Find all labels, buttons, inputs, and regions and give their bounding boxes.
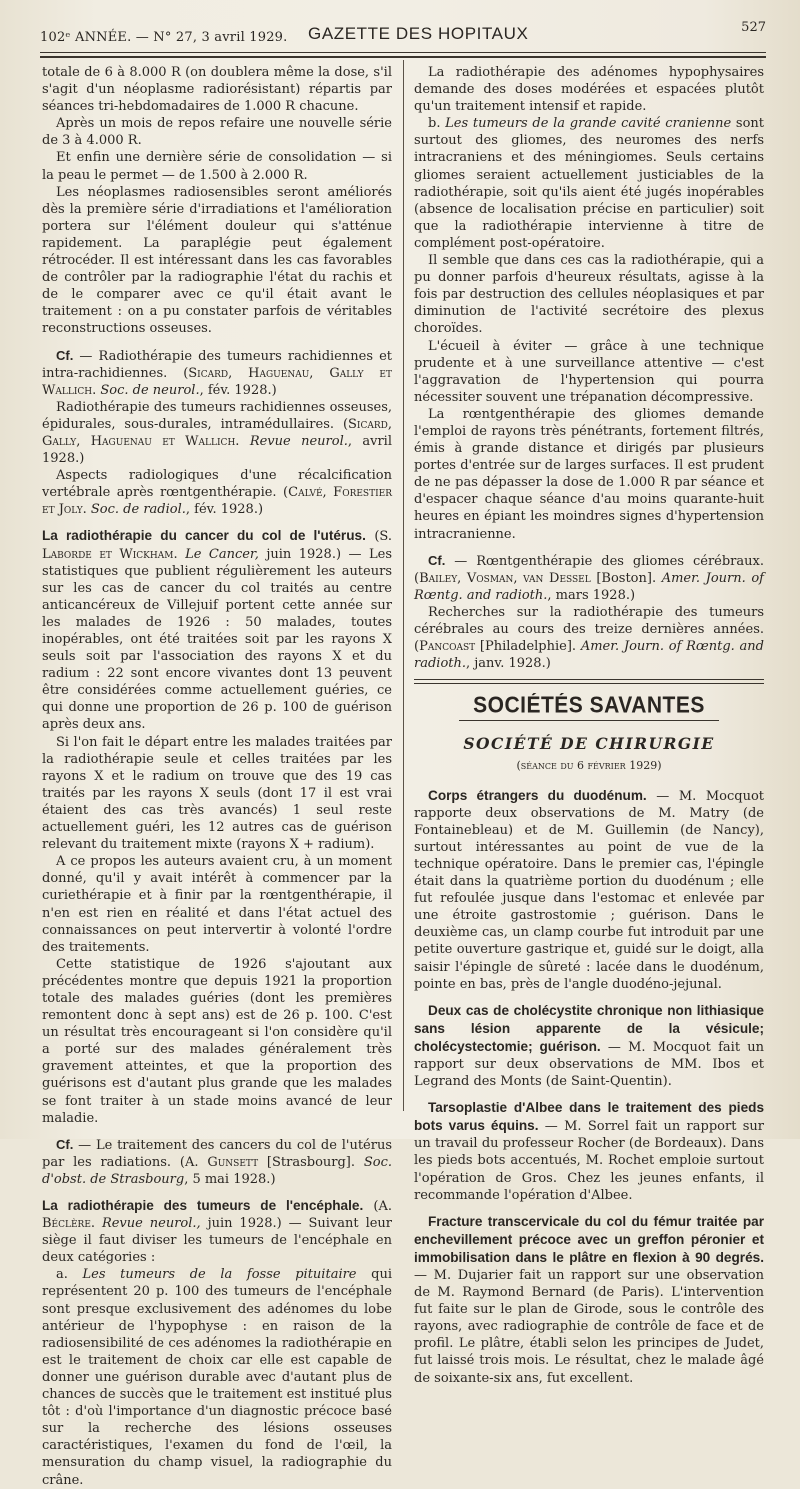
paragraph: Si l'on fait le départ entre les malades traitées par la radiothérapie seule et celles traitées par les rayons X et le radium on trouve que des 19 cas traités par les rayons X seuls (dont 17 il est vrai étaient des cas très avancés) 1 seul reste actuellement guéri, les 12 autres cas de guérison relevant du traitement mixte (rayons X + radium). <box>42 734 392 853</box>
report-item <box>414 787 764 993</box>
article-uterus <box>42 527 392 733</box>
paragraph: totale de 6 à 8.000 R (on doublera même la dose, s'il s'agit d'un néoplasme radiorésistant) répartis par séances tri-hebdomadaires de 1.000 R chacune. <box>42 65 392 115</box>
paragraph <box>414 115 764 252</box>
section-title: SOCIÉTÉS SAVANTES <box>473 693 705 719</box>
reference: Cf. — Radiothérapie des tumeurs rachidiennes et intra-rachidiennes. (Sicard, Haguenau, Gally et Wallich. Soc. de neurol., fév. 1928.) <box>42 347 392 398</box>
paragraph: Après un mois de repos refaire une nouvelle série de 3 à 4.000 R. <box>42 116 392 149</box>
column-divider <box>403 60 404 1111</box>
reference-date: , fév. 1928.) <box>185 502 264 518</box>
paragraph: La radiothérapie des adénomes hypophysaires demande des doses modérées et espacées plutôt qu'un traitement intensif et rapide. <box>414 65 764 115</box>
paragraph: Et enfin une dernière série de consolidation — si la peau le permet — de 1.500 à 2.000 R. <box>42 150 392 183</box>
reference <box>414 552 764 604</box>
reference-text: Recherches sur la radiothérapie des tumeurs cérébrales au cours des treize dernières années. ( <box>414 604 764 655</box>
article-encephale <box>42 1197 392 1266</box>
reference-date: , 5 mai 1928.) <box>184 1171 276 1187</box>
article-authors: (S. Laborde et Wickham. <box>42 529 393 562</box>
article-authors: (A. Béclère. <box>42 1199 392 1232</box>
issue-info: 102ᵉ ANNÉE. — N° 27, 3 avril 1929. <box>40 30 288 45</box>
item-text: — M. Mocquot fait un rapport sur deux observations de MM. Ibos et Legrand des Monts (de Saint-Quentin). <box>414 1039 764 1090</box>
list-title: Les tumeurs de la grande cavité cranienne <box>445 116 732 132</box>
paragraph: La rœntgenthérapie des gliomes demande l'emploi de rayons très pénétrants, fortement filtrés, émis à grande distance et dirigés par plusieurs portes d'entrée sur de larges surfaces. Il est prudent de ne pas dépasser la dose de 1.000 R par séance et d'espacer chaque séance d'au moins quarante-huit heures en épiant les moindres signes d'hypertension intracranienne. <box>414 406 764 542</box>
reference-authors: Calvé, Forestier et Joly <box>42 485 392 518</box>
reference-source: Amer. Journ. of Rœntg. and radioth. <box>414 639 765 672</box>
journal-title: GAZETTE DES HOPITAUX <box>308 24 529 43</box>
reference-text: — Rœntgenthérapie des gliomes cérébraux. ( <box>414 553 764 586</box>
header-rule-thick <box>40 56 766 58</box>
cf-label: Cf. <box>56 1136 74 1152</box>
report-item <box>414 1002 764 1090</box>
paragraph: A ce propos les auteurs avaient cru, à un moment donné, qu'il y avait intérêt à commencer par la curiethérapie et à finir par la rœntgenthérapie, il n'en est rien en réalité et dans l'état actuel des connaissances on peut intervertir à volonté l'ordre des traitements. <box>42 854 392 955</box>
section-title-rule <box>459 720 719 721</box>
paragraph: L'écueil à éviter — grâce à une technique prudente et à une surveillance attentive — c'est l'aggravation de l'hypertension qui pourra nécessiter souvent une trépanation décompressive. <box>414 338 764 405</box>
reference-source: Amer. Journ. of Rœntg. and radioth. <box>414 570 764 603</box>
left-column <box>42 64 392 1489</box>
reference <box>414 604 764 672</box>
running-header <box>40 20 766 50</box>
article-source: Le Cancer, <box>177 546 259 562</box>
article-text: juin 1928.) — Suivant leur siège il faut diviser les tumeurs de l'encéphale en deux catégories : <box>42 1216 393 1266</box>
reference <box>42 1136 392 1188</box>
reference-text: — Le traitement des cancers du col de l'utérus par les radiations. (A. <box>42 1137 392 1170</box>
article-title: La radiothérapie des tumeurs de l'encéphale. <box>42 1198 364 1213</box>
society-title: SOCIÉTÉ DE CHIRURGIE <box>463 734 715 754</box>
list-label: a. <box>56 1267 83 1283</box>
paragraph <box>42 1266 392 1488</box>
reference-date: , janv. 1928.) <box>466 656 551 672</box>
reference-text: — Radiothérapie des tumeurs rachidiennes et intra-rachidiennes. ( <box>42 348 392 381</box>
reference-source: Soc. de radiol. <box>90 502 186 518</box>
item-title: Fracture transcervicale du col du fémur traitée par enchevillement précoce avec un greffon péronier et immobilisation dans le plâtre en flexion à 90 degrés. <box>414 1213 764 1265</box>
reference: Aspects radiologiques d'une récalcification vertébrale après rœntgenthérapie. (Calvé, Forestier et Joly. Soc. de radiol., fév. 1928.) <box>42 468 392 518</box>
report-item <box>414 1213 764 1387</box>
reference-authors: Sicard, Gally, Haguenau et Wallich <box>42 416 392 449</box>
reference-date: , avril 1928.) <box>42 433 392 467</box>
reference-place: [Strasbourg]. <box>258 1154 364 1170</box>
section-double-rule <box>414 679 764 684</box>
reference-text: Aspects radiologiques d'une récalcification vertébrale après rœntgenthérapie. ( <box>42 468 392 501</box>
article-title: La radiothérapie du cancer du col de l'utérus. <box>42 528 366 544</box>
item-title: Corps étrangers du duodénum. <box>428 787 647 803</box>
reference-date: , mars 1928.) <box>547 587 636 603</box>
article-source: Revue neurol., <box>95 1216 201 1232</box>
right-column <box>414 64 764 1387</box>
reference-authors: Gunsett <box>207 1154 259 1170</box>
cf-label: Cf. <box>428 552 446 568</box>
reference-date: , fév. 1928.) <box>199 382 277 398</box>
list-title: Les tumeurs de la fosse pituitaire <box>82 1267 357 1283</box>
session-date: (séance du 6 février 1929) <box>516 759 662 773</box>
page-number: 527 <box>741 20 766 35</box>
reference-source: Revue neurol. <box>249 433 348 449</box>
article-text: juin 1928.) — Les statistiques que publient régulièrement les auteurs sur les cas de cancer du col traités au centre anticancéreux de Villejuif portent cette année sur les malades de 1926 : 50 malades, toutes inopérables, ont été traitées soit par les rayons X seuls soit par l'association des rayons X et du radium : 22 sont encore vivantes dont 13 peuvent être considérées comme actuellement guéries, ce qui donne une proportion de 26 p. 100 de guérison après deux ans. <box>42 546 392 733</box>
item-text: — M. Dujarier fait un rapport sur une observation de M. Raymond Bernard (de Paris). L'intervention fut faite sur le plan de Girode, sous le contrôle des rayons, avec radiographie de contrôle de face et de profil. Le plâtre, établi selon les principes de Judet, fut laissé trois mois. Le résultat, chez le malade âgé de soixante-six ans, fut excellent. <box>414 1268 764 1386</box>
paragraph: Les néoplasmes radiosensibles seront améliorés dès la première série d'irradiations et l'amélioration portera sur l'élément douleur qui s'atténue rapidement. La paraplégie peut également rétrocéder. Il est intéressant dans les cas favorables de contrôler par la radiographie l'état du rachis et de le comparer avec ce qu'il était avant le traitement : on a pu constater parfois de véritables reconstructions osseuses. <box>42 184 392 337</box>
reference-source: Soc. d'obst. de Strasbourg <box>42 1154 392 1187</box>
list-text: qui représentent 20 p. 100 des tumeurs de l'encéphale sont presque exclusivement des adénomes du lobe antérieur de l'hypophyse : en raison de la radiosensibilité de ces adénomes la radiothérapie en est le traitement de choix car elle est capable de donner une guérison durable avec d'autant plus de chances de succès que le traitement est institué plus tôt : d'où l'importance d'un diagnostic précoce basé sur la recherche des lésions osseuses caractéristiques, l'examen du fond de l'œil, la mensuration du champ visuel, la radiographie du crâne. <box>42 1267 393 1488</box>
header-rule <box>40 52 766 53</box>
reference: Radiothérapie des tumeurs rachidiennes osseuses, épidurales, sous-durales, intramédullaires. (Sicard, Gally, Haguenau et Wallich. Revue neurol., avril 1928.) <box>42 399 392 467</box>
item-title: Deux cas de cholécystite chronique non lithiasique sans lésion apparente de la vésicule; cholécystectomie; guérison. <box>414 1002 764 1054</box>
reference-place: [Boston]. <box>590 570 662 586</box>
paragraph: Cette statistique de 1926 s'ajoutant aux précédentes montre que depuis 1921 la proportion totale des malades guéries (dont les premières remontent donc à sept ans) est de 26 p. 100. C'est un résultat très encourageant si l'on considère qu'il a porté sur des malades généralement très gravement atteintes, et que la proportion des guérisons est d'autant plus grande que les malades se font traiter à un stade moins avancé de leur maladie. <box>42 956 392 1126</box>
cf-label: Cf. <box>56 347 74 363</box>
reference-text: Radiothérapie des tumeurs rachidiennes osseuses, épidurales, sous-durales, intramédullaires. ( <box>42 399 392 432</box>
list-text: sont surtout des gliomes, des neuromes des nerfs intracraniens et des méningiomes. Seuls certains gliomes seraient actuellement justiciables de la radiothérapie, soit qu'ils aient été jugés inopérables (absence de localisation précise en particulier) soit que la radiothérapie intervienne à titre de complément post-opératoire. <box>414 116 764 251</box>
item-title: Tarsoplastie d'Albee dans le traitement des pieds bots varus équins. <box>414 1100 764 1134</box>
list-label: b. <box>428 116 446 132</box>
item-text: — M. Sorrel fait un rapport sur un travail du professeur Rocher (de Bordeaux). Dans les pieds bots accentués, M. Rochet emploie surtout l'opération de Gros. Chez les jeunes enfants, il recommande l'opération d'Albee. <box>414 1119 764 1203</box>
report-item <box>414 1099 764 1204</box>
reference-authors: Sicard, Haguenau, Gally et Wallich <box>42 365 392 398</box>
reference-place: [Philadelphie]. <box>475 639 581 655</box>
item-text: — M. Mocquot rapporte deux observations de M. Matry (de Fontainebleau) et de M. Guillemin (de Nancy), surtout intéressantes au point de vue de la technique opératoire. Dans le premier cas, l'épingle était dans la quatrième portion du duodénum ; elle fut refoulée jusque dans l'estomac et enlevée par une étroite gastrostomie ; guérison. Dans le deuxième cas, un clamp courbe fut introduit par une petite ouverture gastrique et, guidé sur le doigt, alla saisir l'épingle de sûreté : lacée dans le duodénum, pointe en bas, près de l'angle duodéno-jejunal. <box>414 788 764 992</box>
paragraph: Il semble que dans ces cas la radiothérapie, qui a pu donner parfois d'heureux résultats, agisse à la fois par destruction des cellules néoplasiques et par diminution de l'activité secrétoire des plexus choroïdes. <box>414 253 764 337</box>
reference-authors: Pancoast <box>419 639 476 655</box>
reference-source: Soc. de neurol. <box>100 382 200 398</box>
reference-authors: Bailey, Vosman, van Dessel <box>419 570 591 586</box>
